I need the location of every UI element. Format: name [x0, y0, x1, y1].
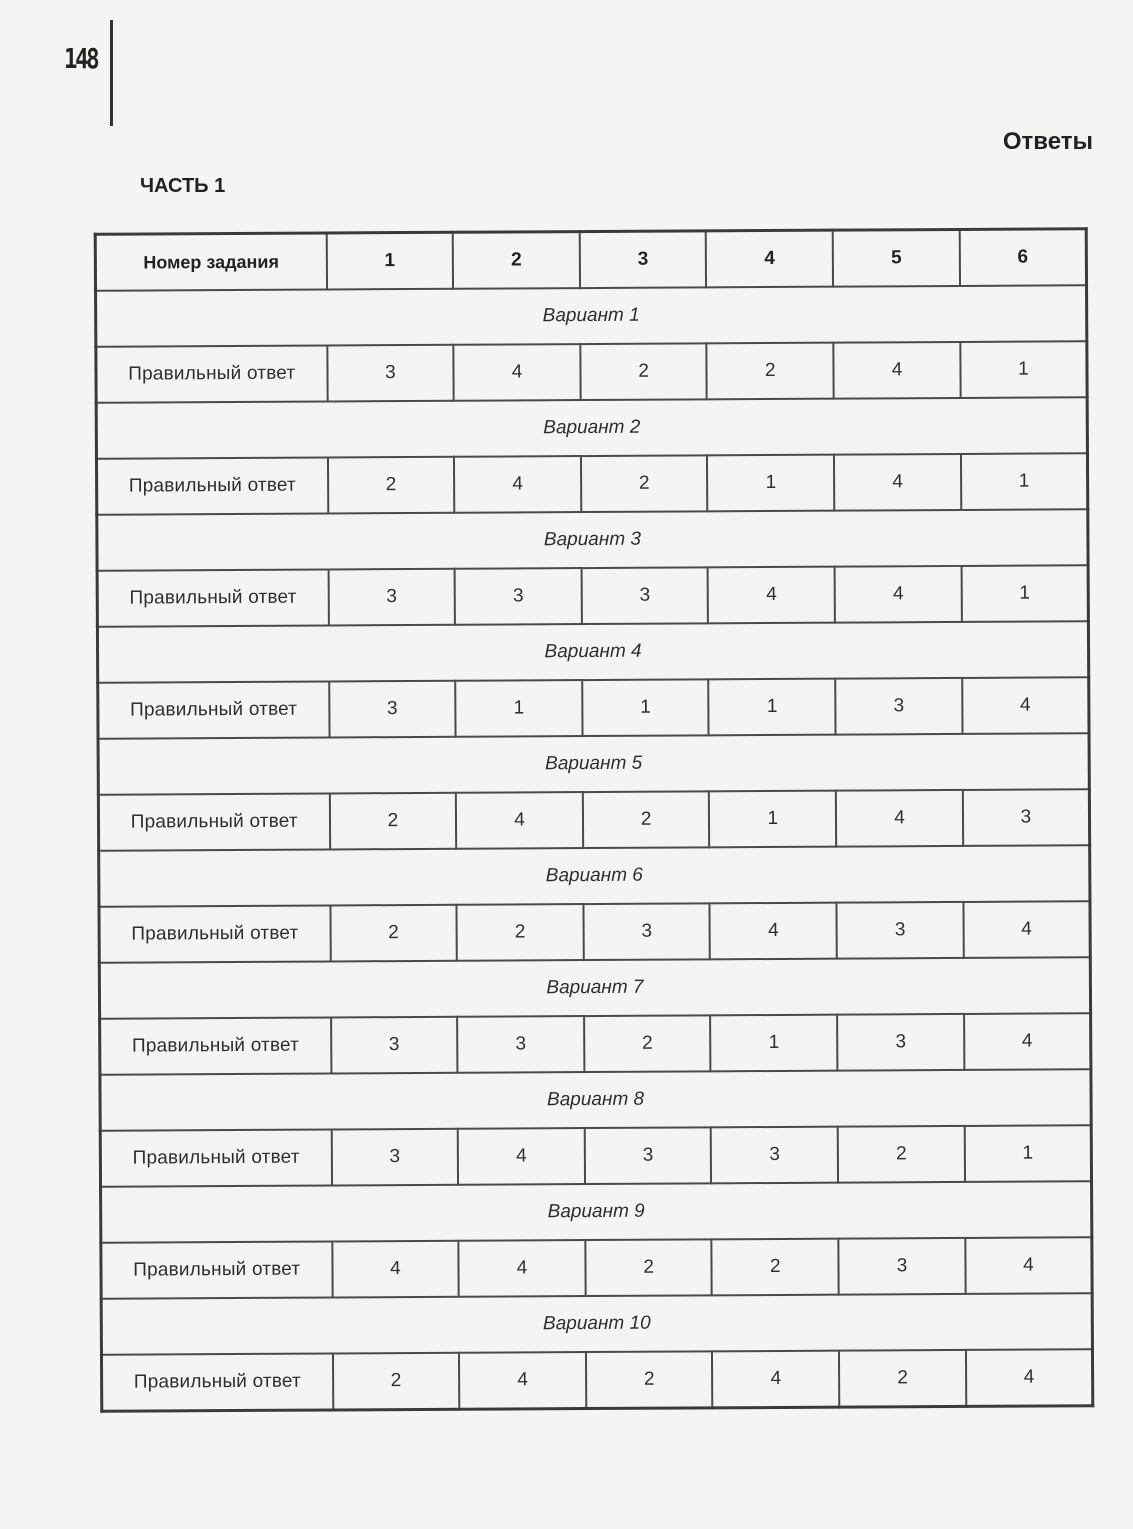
answer-cell: 4 [966, 1349, 1093, 1406]
answer-cell: 4 [835, 566, 962, 623]
answer-row [100, 1013, 1091, 1075]
answer-cell: 2 [712, 1239, 839, 1296]
answer-row-label: Правильный ответ [101, 1353, 332, 1411]
answer-cell: 2 [327, 457, 454, 514]
variant-row [96, 397, 1087, 459]
variant-title: Вариант 9 [101, 1181, 1092, 1243]
answer-row-label: Правильный ответ [98, 793, 329, 850]
answer-cell: 4 [459, 1352, 586, 1409]
variant-title: Вариант 5 [98, 733, 1089, 795]
answer-cell: 4 [963, 901, 1090, 958]
variant-title: Вариант 1 [96, 285, 1087, 347]
answer-cell: 1 [960, 341, 1087, 398]
answer-cell: 3 [711, 1127, 838, 1184]
answer-cell: 1 [711, 1015, 838, 1072]
task-number-cell: 4 [706, 230, 833, 287]
answer-cell: 4 [456, 792, 583, 849]
answer-cell: 1 [961, 565, 1088, 622]
answer-row [97, 565, 1088, 627]
answer-cell: 2 [329, 793, 456, 850]
answer-cell: 2 [585, 1239, 712, 1296]
variant-title: Вариант 3 [97, 509, 1088, 571]
answer-cell: 3 [837, 902, 964, 959]
variant-row [97, 509, 1088, 571]
variant-title: Вариант 4 [97, 621, 1088, 683]
task-number-cell: 6 [960, 229, 1087, 286]
variant-row [100, 1069, 1091, 1131]
answer-cell: 1 [707, 455, 834, 512]
variant-title: Вариант 7 [99, 957, 1090, 1019]
answer-cell: 3 [583, 903, 710, 960]
answer-row [98, 677, 1089, 739]
answer-row-label: Правильный ответ [100, 1129, 331, 1186]
variant-title: Вариант 8 [100, 1069, 1091, 1131]
variant-title: Вариант 6 [99, 845, 1090, 907]
page-number: 148 [64, 42, 98, 75]
answer-cell: 2 [838, 1126, 965, 1183]
answer-cell: 4 [708, 567, 835, 624]
variant-row [98, 733, 1089, 795]
answer-row [101, 1237, 1092, 1299]
task-number-cell: 5 [833, 229, 960, 286]
answer-cell: 4 [964, 1013, 1091, 1070]
answer-cell: 2 [581, 455, 708, 512]
answer-cell: 3 [963, 789, 1090, 846]
answer-cell: 1 [582, 679, 709, 736]
answer-row-label: Правильный ответ [96, 457, 327, 514]
answer-cell: 3 [457, 1016, 584, 1073]
answer-cell: 1 [965, 1125, 1092, 1182]
answer-cell: 4 [332, 1241, 459, 1298]
answer-row-label: Правильный ответ [100, 1017, 331, 1074]
answer-cell: 2 [580, 343, 707, 400]
answers-table [94, 227, 1095, 1413]
answer-row [101, 1349, 1092, 1411]
answer-cell: 2 [586, 1351, 713, 1408]
answer-cell: 1 [709, 791, 836, 848]
variant-title: Вариант 10 [101, 1293, 1092, 1355]
answer-row [99, 901, 1090, 963]
variant-row [99, 957, 1090, 1019]
answer-cell: 4 [965, 1237, 1092, 1294]
answer-row [96, 453, 1087, 515]
answer-cell: 2 [332, 1353, 459, 1410]
part-title: ЧАСТЬ 1 [140, 175, 226, 197]
task-number-cell: 2 [453, 232, 580, 289]
answer-cell: 4 [833, 342, 960, 399]
answer-cell: 3 [331, 1129, 458, 1186]
answer-cell: 2 [707, 343, 834, 400]
answer-cell: 4 [454, 344, 581, 401]
answer-cell: 3 [835, 678, 962, 735]
answer-cell: 3 [327, 345, 454, 402]
answer-cell: 4 [458, 1128, 585, 1185]
answer-row-label: Правильный ответ [98, 681, 329, 738]
answer-cell: 3 [585, 1127, 712, 1184]
answer-cell: 3 [455, 568, 582, 625]
answer-cell: 4 [836, 790, 963, 847]
task-number-cell: 3 [580, 231, 707, 288]
answer-cell: 3 [837, 1014, 964, 1071]
section-title: Ответы [1002, 128, 1093, 155]
answer-cell: 4 [454, 456, 581, 513]
page-number-rule [110, 20, 113, 126]
variant-row [96, 285, 1087, 347]
answer-row [98, 789, 1089, 851]
answer-cell: 3 [581, 567, 708, 624]
answer-cell: 2 [584, 1015, 711, 1072]
answer-cell: 1 [961, 453, 1088, 510]
variant-row [97, 621, 1088, 683]
answer-row-label: Правильный ответ [99, 905, 330, 962]
answer-cell: 3 [329, 681, 456, 738]
task-number-header: Номер задания [95, 233, 326, 291]
answer-cell: 4 [459, 1240, 586, 1297]
variant-title: Вариант 2 [96, 397, 1087, 459]
answer-cell: 4 [712, 1351, 839, 1408]
header-row [95, 229, 1086, 291]
answer-cell: 4 [834, 454, 961, 511]
answer-row-label: Правильный ответ [101, 1241, 332, 1298]
task-number-cell: 1 [326, 232, 453, 289]
answer-cell: 2 [583, 791, 710, 848]
variant-row [101, 1181, 1092, 1243]
variant-row [101, 1293, 1092, 1355]
answer-row [100, 1125, 1091, 1187]
answer-cell: 1 [455, 680, 582, 737]
answer-row-label: Правильный ответ [97, 569, 328, 626]
answer-cell: 2 [457, 904, 584, 961]
answer-cell: 2 [839, 1350, 966, 1407]
answer-cell: 3 [331, 1017, 458, 1074]
answer-cell: 3 [838, 1238, 965, 1295]
answer-cell: 1 [709, 679, 836, 736]
variant-row [99, 845, 1090, 907]
answer-row-label: Правильный ответ [96, 345, 327, 402]
answer-cell: 4 [710, 903, 837, 960]
answer-cell: 4 [962, 677, 1089, 734]
answer-cell: 2 [330, 905, 457, 962]
answer-row [96, 341, 1087, 403]
answer-cell: 3 [328, 569, 455, 626]
